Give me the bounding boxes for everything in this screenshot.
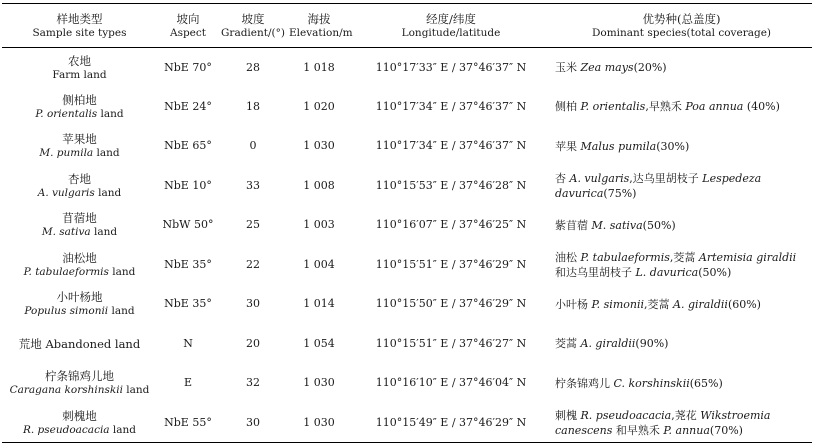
site-type-cn: 苹果地 [62,132,97,147]
species-text: ,达乌里胡枝子 [629,171,703,185]
species-latin-name: A. giraldii [673,297,728,311]
aspect-cell: NbW 50° [162,218,214,232]
sample-sites-table [2,3,812,443]
site-type-cn: 侧柏地 [62,92,97,107]
aspect-cell: NbE 35° [164,257,212,271]
site-type-en [4,186,155,200]
dominant-species-cell [551,206,812,246]
site-type-en-suffix: land [90,226,118,239]
species-text: (60%) [727,297,761,311]
species-latin-name: P. annua [663,423,710,437]
species-latin-name: C. korshinskii [613,376,690,390]
site-type-en-latin: Populus simonii [24,305,109,318]
site-type-cn: 刺槐地 [62,408,97,423]
header-dominant-species: 优势种(总盖度) Dominant species(total coverage) [591,11,772,39]
coordinates-cell: 110°16′10″ E / 37°46′04″ N [375,376,527,390]
elevation-cell: 1 030 [303,139,335,153]
coordinates-cell: 110°17′34″ E / 37°46′37″ N [375,99,527,113]
header-elevation: 海拔 Elevation/m [289,11,353,39]
species-text: 油松 [555,250,581,264]
dominant-species-cell [551,48,812,88]
site-type-cn: 小叶杨地 [56,290,103,305]
species-text: 茭蒿 [555,337,581,351]
species-text: ,茭蒿 [669,250,699,264]
site-type-cn: 农地 [68,53,91,68]
site-type-en [4,146,155,160]
site-type-en-suffix: land [108,305,135,318]
table-row [2,324,812,364]
species-latin-name: Malus pumila [580,139,657,153]
coordinates-cell: 110°17′34″ E / 37°46′37″ N [375,139,527,153]
species-text: (20%) [633,61,667,74]
site-type-cn: 柠条锦鸡儿地 [45,369,114,384]
site-type-cell [2,285,157,325]
gradient-cell: 22 [246,257,260,271]
site-type-cell [2,324,157,364]
dominant-species-cell [551,403,812,443]
species-text: ,茭蒿 [644,297,674,311]
species-text: (70%) [709,423,743,437]
dominant-species-cell [551,324,812,364]
species-text: (40%) [743,100,780,114]
species-text: ,早熟禾 [645,100,686,114]
table-row [2,87,812,127]
species-text: 杏 [555,171,570,185]
elevation-cell: 1 030 [303,376,335,390]
species-latin-name: Zea mays [580,61,634,74]
site-type-cell [2,87,157,127]
site-type-en [4,383,155,397]
species-text: 和达乌里胡枝子 [555,265,636,279]
species-text: 侧柏 [555,100,581,114]
species-text: 小叶杨 [555,297,592,311]
table-row [2,166,812,206]
elevation-cell: 1 014 [303,297,335,311]
site-type-en-latin: P. orientalis [35,107,98,120]
aspect-cell: N [183,336,193,350]
aspect-cell: NbE 24° [164,99,212,113]
coordinates-cell: 110°16′07″ E / 37°46′25″ N [375,218,527,232]
species-latin-name: L. davurica [635,265,699,279]
site-type-en [4,68,155,82]
elevation-cell: 1 008 [303,178,335,192]
site-type-cell [2,127,157,167]
site-type-en-latin: M. sativa [41,226,91,239]
table-row [2,48,812,88]
coordinates-cell: 110°15′50″ E / 37°46′29″ N [375,297,527,311]
gradient-cell: 20 [246,336,260,350]
species-latin-name: A. vulgaris [569,171,630,185]
header-site-type: 样地类型 Sample site types [32,11,127,39]
species-latin-name: M. sativa [591,218,643,232]
species-text: 苹果 [555,139,581,153]
gradient-cell: 28 [246,60,260,74]
species-latin-name: A. giraldii [580,337,636,351]
site-type-en-suffix: land [93,147,120,160]
species-text: (75%) [603,186,637,200]
site-type-en [4,304,155,318]
gradient-cell: 18 [246,99,260,113]
species-latin-name: R. pseudoacacia [580,408,672,422]
header-gradient: 坡度 Gradient/(°) [221,11,285,39]
species-latin-name: P. orientalis [580,100,646,114]
elevation-cell: 1 004 [303,257,335,271]
species-text: 和早熟禾 [612,423,664,437]
header-aspect: 坡向 Aspect [169,11,206,39]
gradient-cell: 30 [246,415,260,429]
species-text: (50%) [642,218,676,232]
table-row [2,206,812,246]
table-row [2,364,812,404]
site-type-en-latin: M. pumila [39,147,94,160]
header-coordinates: 经度/纬度 Longitude/latitude [401,11,501,39]
dominant-species-cell [551,87,812,127]
table-row [2,245,812,285]
header-row [2,4,812,48]
site-type-en [4,107,155,121]
coordinates-cell: 110°15′49″ E / 37°46′29″ N [375,415,527,429]
aspect-cell: NbE 10° [164,178,212,192]
elevation-cell: 1 003 [303,218,335,232]
site-type-en-suffix: land [109,423,137,436]
site-type-cell [2,245,157,285]
gradient-cell: 0 [249,139,257,153]
site-type-en-suffix: Farm land [52,68,107,81]
site-type-cell [2,166,157,206]
site-type-en-latin: P. tabulaeformis [23,265,109,278]
site-type-en-latin: Caragana korshinskii [9,384,123,397]
species-text: 紫苜蓿 [555,218,592,232]
coordinates-cell: 110°15′51″ E / 37°46′29″ N [375,257,527,271]
site-type-cell [2,48,157,88]
elevation-cell: 1 030 [303,415,335,429]
site-type-en [4,225,155,239]
site-type-en-suffix: land [122,384,150,397]
species-latin-name: P. tabulaeformis [580,250,670,264]
site-type-cell [2,206,157,246]
site-type-en [4,265,155,279]
species-text: (30%) [656,139,690,153]
aspect-cell: NbE 70° [164,60,212,74]
coordinates-cell: 110°17′33″ E / 37°46′37″ N [375,60,527,74]
species-latin-name: Artemisia giraldii [698,250,797,264]
species-text: 柠条锦鸡儿 [555,376,614,390]
site-type-cell [2,364,157,404]
dominant-species-cell [551,285,812,325]
site-type-cn: 油松地 [62,250,97,265]
dominant-species-cell [551,245,812,285]
species-text: (90%) [635,337,669,351]
coordinates-cell: 110°15′53″ E / 37°46′28″ N [375,178,527,192]
site-type-en-suffix: land [94,186,122,199]
gradient-cell: 25 [246,218,260,232]
species-text: (50%) [698,265,732,279]
table-header [2,4,812,48]
gradient-cell: 32 [246,376,260,390]
elevation-cell: 1 020 [303,99,335,113]
species-latin-name: Poa annua [685,100,744,114]
aspect-cell: NbE 55° [164,415,212,429]
gradient-cell: 33 [246,178,260,192]
dominant-species-cell [551,127,812,167]
dominant-species-cell [551,364,812,404]
site-type-en-suffix: land [108,265,136,278]
aspect-cell: NbE 35° [164,297,212,311]
coordinates-cell: 110°15′51″ E / 37°46′27″ N [375,336,527,350]
elevation-cell: 1 054 [303,336,335,350]
species-text: 刺槐 [555,408,581,422]
aspect-cell: NbE 65° [164,139,212,153]
site-type-cell [2,403,157,443]
species-latin-name: Lespedeza davurica [555,171,762,200]
site-type-en-latin: R. pseudoacacia [22,423,110,436]
dominant-species-cell [551,166,812,206]
species-latin-name: Wikstroemia canescens [555,408,771,437]
gradient-cell: 30 [246,297,260,311]
species-text: ,荛花 [671,408,701,422]
aspect-cell: E [183,376,193,390]
site-type-cn: 苜蓿地 [62,211,97,226]
species-text: 玉米 [555,61,581,74]
species-latin-name: P. simonii [591,297,645,311]
site-type-en-latin: A. vulgaris [37,186,95,199]
site-type-cn: 荒地 Abandoned land [18,336,141,351]
site-type-en [4,423,155,437]
site-type-en-suffix: land [97,107,124,120]
table-row [2,285,812,325]
elevation-cell: 1 018 [303,60,335,74]
species-text: (65%) [689,376,723,390]
site-type-cn: 杏地 [68,171,91,186]
table-row [2,403,812,443]
table-row [2,127,812,167]
table-body [2,48,812,443]
